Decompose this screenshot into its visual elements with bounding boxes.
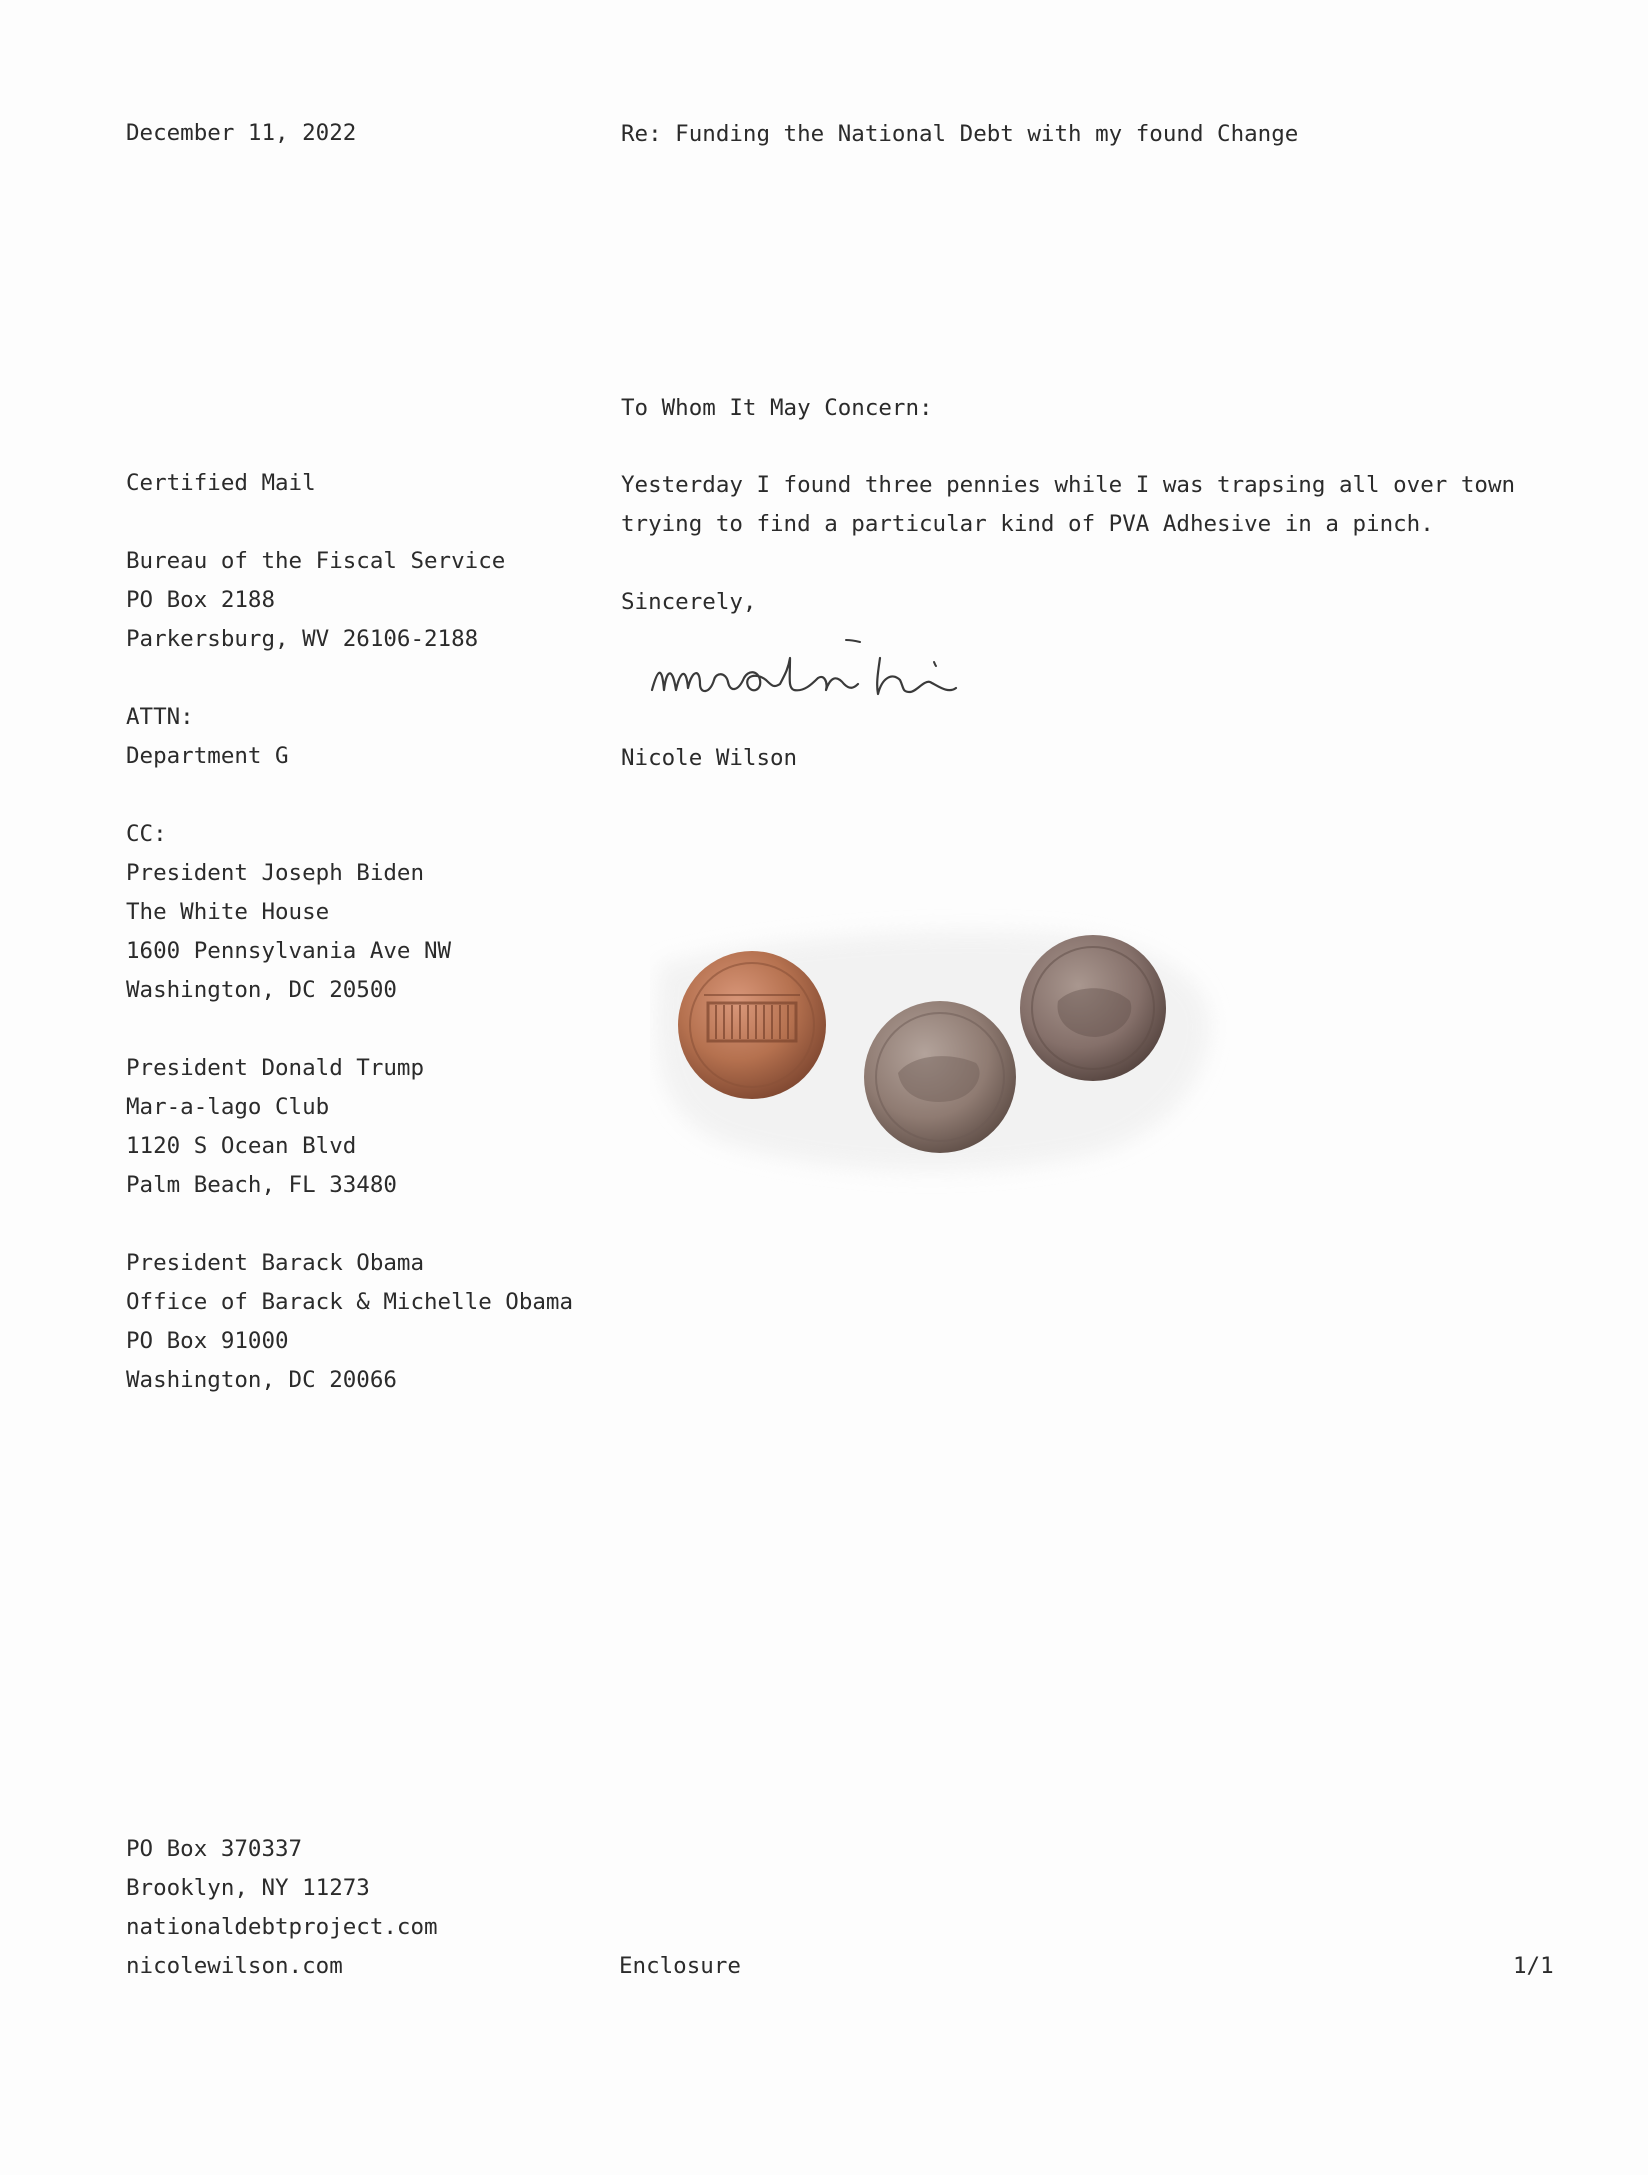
cc-recipient-address [126,854,573,1010]
letter-date: December 11, 2022 [126,120,357,146]
address-line: Washington, DC 20066 [126,1367,397,1393]
address-line: PO Box 2188 [126,587,276,613]
sender-address [126,1830,438,1986]
website-text: nationaldebtproject.com [126,1914,438,1940]
address-line: Office of Barack & Michelle Obama [126,1289,574,1315]
address-line: The White House [126,899,330,925]
attn-value: Department G [126,743,289,769]
cc-recipient-address [126,1049,573,1205]
primary-recipient-address [126,542,573,659]
address-line: Bureau of the Fiscal Service [126,548,506,574]
address-line: President Joseph Biden [126,860,425,886]
penny-icon [1020,935,1166,1081]
address-line: 1120 S Ocean Blvd [126,1133,357,1159]
address-line: PO Box 91000 [126,1328,289,1354]
address-line: 1600 Pennsylvania Ave NW [126,938,452,964]
penny-icon [678,951,826,1099]
letter-body [621,466,1515,544]
signature-icon [648,628,1018,718]
enclosure-note: Enclosure [619,1953,741,1979]
website-text: nicolewilson.com [126,1953,343,1979]
address-line: Brooklyn, NY 11273 [126,1875,370,1901]
mail-type: Certified Mail [126,470,316,496]
salutation: To Whom It May Concern: [621,395,933,421]
signer-name: Nicole Wilson [621,745,798,771]
penny-icon [864,1001,1016,1153]
closing: Sincerely, [621,589,757,615]
address-line: Mar-a-lago Club [126,1094,330,1120]
address-line: Parkersburg, WV 26106-2188 [126,626,479,652]
address-line: Palm Beach, FL 33480 [126,1172,397,1198]
address-line: PO Box 370337 [126,1836,303,1862]
pennies-photo [650,905,1230,1205]
address-line: Washington, DC 20500 [126,977,397,1003]
address-line: President Donald Trump [126,1055,425,1081]
page-number: 1/1 [1513,1953,1554,1979]
attn-label: ATTN: [126,704,194,730]
body-line: Yesterday I found three pennies while I was trapsing all over town [621,472,1516,498]
address-line: President Barack Obama [126,1250,425,1276]
cc-label: CC: [126,821,167,847]
address-column [126,464,573,1400]
cc-recipient-address [126,1244,573,1400]
body-line: trying to find a particular kind of PVA Adhesive in a pinch. [621,511,1434,537]
letter-subject: Re: Funding the National Debt with my found Change [621,121,1299,147]
